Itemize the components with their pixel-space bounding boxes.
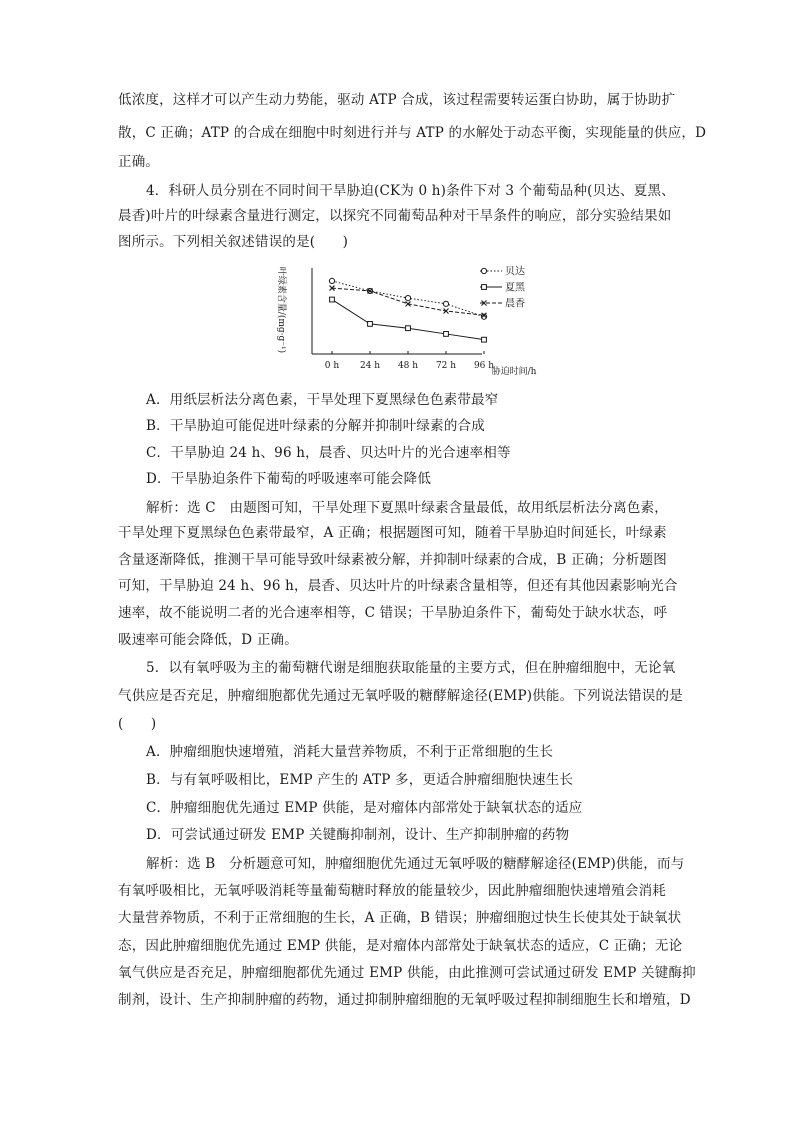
option-c: C．干旱胁迫 24 h、96 h，晨香、贝达叶片的光合速率相等	[146, 445, 511, 461]
text-line: 低浓度，这样才可以产生动力势能，驱动 ATP 合成，该过程需要转运蛋白协助，属于协助扩	[118, 92, 676, 108]
legend-marker	[481, 268, 486, 273]
text-line: 制剂，设计、生产抑制肿瘤的药物，通过抑制肿瘤细胞的无氧呼吸过程抑制细胞生长和增殖，D	[118, 992, 691, 1008]
x-tick-label: 48 h	[397, 361, 419, 371]
legend	[480, 265, 526, 310]
series-group	[329, 278, 486, 342]
x-tick-label: 24 h	[359, 361, 381, 371]
series-line	[332, 300, 484, 340]
data-point	[329, 278, 334, 283]
option-b: B．与有氧呼吸相比，EMP 产生的 ATP 多，更适合肿瘤细胞快速生长	[146, 772, 574, 788]
data-point	[406, 326, 411, 331]
text-line: 速率，故不能说明二者的光合速率相等，C 错误；干旱胁迫条件下，葡萄处于缺水状态，呼	[118, 605, 668, 621]
data-point	[443, 301, 448, 306]
option-a: A．肿瘤细胞快速增殖，消耗大量营养物质，不利于正常细胞的生长	[146, 744, 554, 760]
x-tick-label: 72 h	[435, 361, 457, 371]
option-b: B．干旱胁迫可能促进叶绿素的分解并抑制叶绿素的合成	[146, 418, 485, 434]
data-point	[368, 322, 373, 327]
data-point	[482, 337, 487, 342]
option-d: D．干旱胁迫条件下葡萄的呼吸速率可能会降低	[146, 471, 432, 487]
x-axis-label: 胁迫时间/h	[491, 367, 537, 377]
text-line: 大量营养物质，不利于正常细胞的生长，A 正确，B 错误；肿瘤细胞过快生长使其处于缺氧状	[118, 910, 682, 926]
x-tick-label: 96 h	[473, 361, 495, 371]
text-line: 干旱处理下夏黑绿色色素带最窄，A 正确；根据题图可知，随着干旱胁迫时间延长，叶绿素	[118, 525, 667, 541]
text-line: ( )	[118, 716, 157, 732]
series-line	[332, 288, 484, 315]
data-point	[444, 332, 449, 337]
text-line: 含量逐渐降低，推测干旱可能导致叶绿素被分解，并抑制叶绿素的合成，B 正确；分析题图	[118, 552, 667, 568]
x-tick-label: 0 h	[324, 361, 340, 371]
question-5-stem: 5．以有氧呼吸为主的葡萄糖代谢是细胞获取能量的主要方式，但在肿瘤细胞中，无论氧	[146, 660, 676, 676]
text-line: 有氧呼吸相比，无氧呼吸消耗等量葡萄糖时释放的能量较少，因此肿瘤细胞快速增殖会消耗	[118, 883, 666, 899]
legend-label: 晨香	[505, 298, 525, 310]
text-line: 晨香)叶片的叶绿素含量进行测定，以探究不同葡萄品种对干旱条件的响应，部分实验结果如	[118, 208, 672, 224]
option-c: C．肿瘤细胞优先通过 EMP 供能，是对瘤体内部常处于缺氧状态的适应	[146, 800, 583, 816]
legend-marker	[482, 285, 487, 290]
analysis-4: 解析：选 C 由题图可知，干旱处理下夏黑叶绿素含量最低，故用纸层析法分离色素，	[146, 500, 668, 516]
legend-label: 夏黑	[505, 282, 525, 294]
chart-svg	[270, 260, 560, 385]
text-line: 气供应是否充足，肿瘤细胞都优先通过无氧呼吸的糖酵解途径(EMP)供能。下列说法错误的是	[118, 688, 683, 704]
text-line: 吸速率可能会降低，D 正确。	[118, 632, 298, 648]
option-a: A．用纸层析法分离色素，干旱处理下夏黑绿色色素带最窄	[146, 392, 499, 408]
y-axis-label: 叶绿素含量/(mg·g⁻¹)	[276, 266, 286, 354]
text-line: 图所示。下列相关叙述错误的是( )	[118, 234, 349, 250]
analysis-5: 解析：选 B 分析题意可知，肿瘤细胞优先通过无氧呼吸的糖酵解途径(EMP)供能，而与	[146, 856, 685, 872]
text-line: 氧气供应是否充足，肿瘤细胞都优先通过 EMP 供能，由此推测可尝试通过研发 EMP 关键酶抑	[118, 965, 696, 981]
text-line: 态，因此肿瘤细胞优先通过 EMP 供能，是对瘤体内部常处于缺氧状态的适应，C 正确；无论	[118, 938, 683, 954]
data-point	[330, 297, 335, 302]
text-line: 散，C 正确；ATP 的合成在细胞中时刻进行并与 ATP 的水解处于动态平衡，实现能量的供应，D	[118, 125, 707, 141]
chlorophyll-line-chart	[270, 260, 560, 385]
text-line: 可知，干旱胁迫 24 h、96 h，晨香、贝达叶片的叶绿素含量相等，但还有其他因素影响光合	[118, 578, 678, 594]
data-point	[405, 296, 410, 301]
text-line: 正确。	[118, 154, 160, 170]
legend-label: 贝达	[505, 266, 525, 278]
option-d: D．可尝试通过研发 EMP 关键酶抑制剂，设计、生产抑制肿瘤的药物	[146, 827, 570, 843]
question-4-stem: 4．科研人员分别在不同时间干旱胁迫(CK为 0 h)条件下对 3 个葡萄品种(贝达、夏黑、	[146, 183, 675, 199]
